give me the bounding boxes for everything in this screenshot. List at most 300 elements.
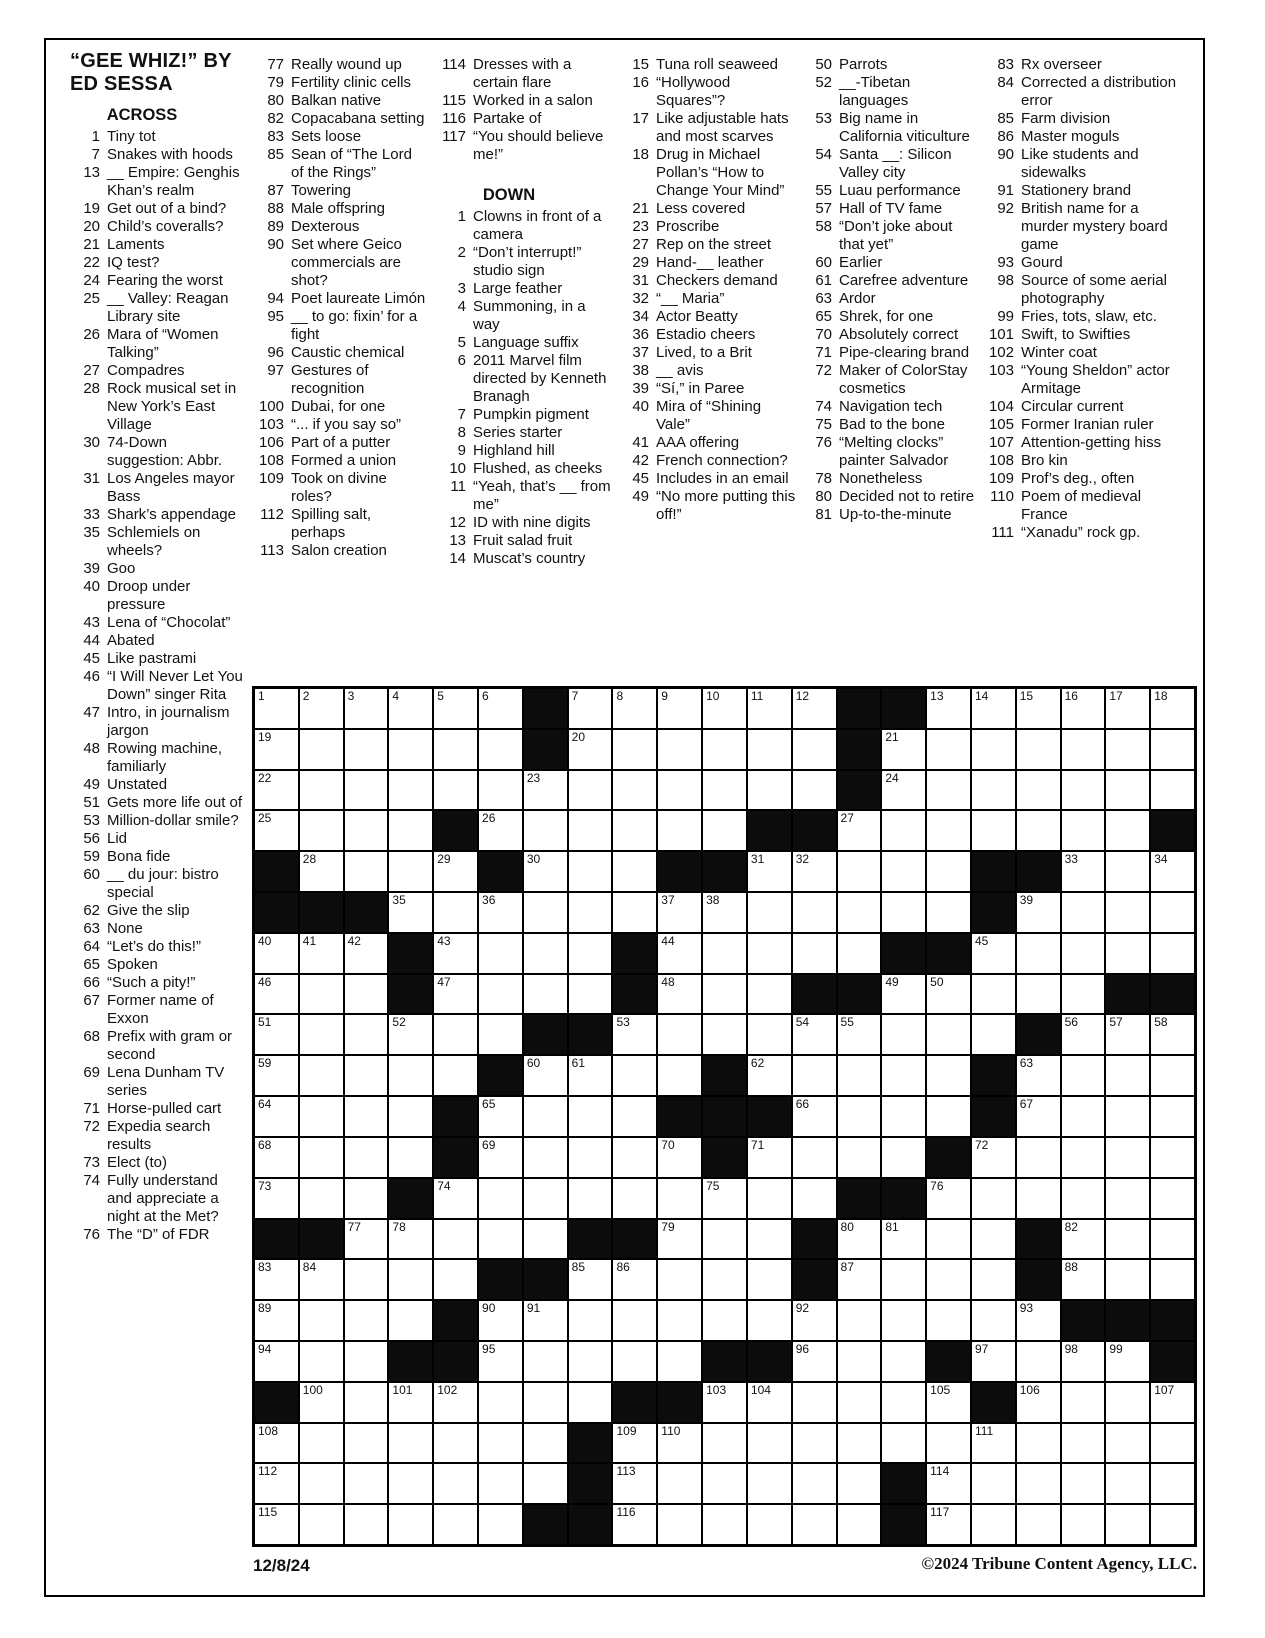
- grid-cell[interactable]: [748, 771, 791, 810]
- grid-cell[interactable]: [1017, 1056, 1060, 1095]
- grid-cell[interactable]: [658, 811, 701, 850]
- grid-cell[interactable]: [658, 975, 701, 1014]
- grid-cell[interactable]: [658, 1138, 701, 1177]
- grid-cell[interactable]: [434, 1383, 477, 1422]
- grid-cell[interactable]: [255, 1138, 298, 1177]
- grid-cell[interactable]: [972, 1424, 1015, 1463]
- grid-cell[interactable]: [793, 1505, 836, 1544]
- grid-cell[interactable]: [703, 975, 746, 1014]
- grid-cell[interactable]: [793, 1097, 836, 1136]
- grid-cell[interactable]: [703, 1015, 746, 1054]
- grid-cell[interactable]: [1151, 689, 1194, 728]
- grid-cell[interactable]: [1151, 1464, 1194, 1503]
- grid-cell[interactable]: [479, 1342, 522, 1381]
- grid-cell[interactable]: [300, 1097, 343, 1136]
- grid-cell[interactable]: [613, 771, 656, 810]
- grid-cell[interactable]: [793, 1383, 836, 1422]
- grid-cell[interactable]: [1106, 1179, 1149, 1218]
- grid-cell[interactable]: [255, 730, 298, 769]
- grid-cell[interactable]: [748, 1056, 791, 1095]
- grid-cell[interactable]: [1151, 1424, 1194, 1463]
- grid-cell[interactable]: [1151, 730, 1194, 769]
- grid-cell[interactable]: [1062, 1015, 1105, 1054]
- grid-cell[interactable]: [300, 975, 343, 1014]
- grid-cell[interactable]: [1017, 1097, 1060, 1136]
- grid-cell[interactable]: [479, 689, 522, 728]
- grid-cell[interactable]: [389, 1015, 432, 1054]
- grid-cell[interactable]: [434, 1015, 477, 1054]
- grid-cell[interactable]: [345, 1464, 388, 1503]
- grid-cell[interactable]: [434, 975, 477, 1014]
- grid-cell[interactable]: [524, 1383, 567, 1422]
- grid-cell[interactable]: [972, 1138, 1015, 1177]
- grid-cell[interactable]: [658, 1505, 701, 1544]
- grid-cell[interactable]: [300, 1138, 343, 1177]
- grid-cell[interactable]: [838, 893, 881, 932]
- grid-cell[interactable]: [1062, 1220, 1105, 1259]
- grid-cell[interactable]: [793, 1138, 836, 1177]
- grid-cell[interactable]: [479, 1097, 522, 1136]
- grid-cell[interactable]: [972, 1464, 1015, 1503]
- grid-cell[interactable]: [1017, 771, 1060, 810]
- grid-cell[interactable]: [613, 1138, 656, 1177]
- grid-cell[interactable]: [389, 689, 432, 728]
- grid-cell[interactable]: [345, 1260, 388, 1299]
- grid-cell[interactable]: [1062, 1097, 1105, 1136]
- grid-cell[interactable]: [434, 771, 477, 810]
- grid-cell[interactable]: [1106, 1056, 1149, 1095]
- grid-cell[interactable]: [434, 1220, 477, 1259]
- grid-cell[interactable]: [345, 1383, 388, 1422]
- grid-cell[interactable]: [434, 730, 477, 769]
- grid-cell[interactable]: [927, 1505, 970, 1544]
- grid-cell[interactable]: [389, 811, 432, 850]
- grid-cell[interactable]: [748, 1301, 791, 1340]
- grid-cell[interactable]: [927, 771, 970, 810]
- grid-cell[interactable]: [1017, 1179, 1060, 1218]
- grid-cell[interactable]: [793, 893, 836, 932]
- grid-cell[interactable]: [255, 771, 298, 810]
- grid-cell[interactable]: [479, 1383, 522, 1422]
- grid-cell[interactable]: [479, 1424, 522, 1463]
- grid-cell[interactable]: [479, 1505, 522, 1544]
- grid-cell[interactable]: [255, 1342, 298, 1381]
- grid-cell[interactable]: [479, 1179, 522, 1218]
- grid-cell[interactable]: [658, 893, 701, 932]
- grid-cell[interactable]: [1106, 1097, 1149, 1136]
- grid-cell[interactable]: [1017, 730, 1060, 769]
- grid-cell[interactable]: [524, 1138, 567, 1177]
- grid-cell[interactable]: [1017, 893, 1060, 932]
- grid-cell[interactable]: [838, 1342, 881, 1381]
- grid-cell[interactable]: [255, 1505, 298, 1544]
- grid-cell[interactable]: [255, 811, 298, 850]
- grid-cell[interactable]: [434, 1464, 477, 1503]
- grid-cell[interactable]: [255, 1015, 298, 1054]
- grid-cell[interactable]: [1062, 934, 1105, 973]
- grid-cell[interactable]: [838, 1015, 881, 1054]
- grid-cell[interactable]: [613, 1056, 656, 1095]
- grid-cell[interactable]: [345, 1097, 388, 1136]
- grid-cell[interactable]: [255, 934, 298, 973]
- grid-cell[interactable]: [703, 811, 746, 850]
- grid-cell[interactable]: [569, 934, 612, 973]
- grid-cell[interactable]: [1062, 1464, 1105, 1503]
- grid-cell[interactable]: [658, 934, 701, 973]
- grid-cell[interactable]: [927, 811, 970, 850]
- grid-cell[interactable]: [882, 1015, 925, 1054]
- grid-cell[interactable]: [927, 1464, 970, 1503]
- grid-cell[interactable]: [1151, 1220, 1194, 1259]
- grid-cell[interactable]: [569, 811, 612, 850]
- grid-cell[interactable]: [1106, 1138, 1149, 1177]
- grid-cell[interactable]: [882, 811, 925, 850]
- grid-cell[interactable]: [1017, 975, 1060, 1014]
- grid-cell[interactable]: [479, 1138, 522, 1177]
- grid-cell[interactable]: [793, 934, 836, 973]
- grid-cell[interactable]: [882, 975, 925, 1014]
- grid-cell[interactable]: [255, 1097, 298, 1136]
- grid-cell[interactable]: [1017, 1342, 1060, 1381]
- grid-cell[interactable]: [300, 1464, 343, 1503]
- grid-cell[interactable]: [1106, 893, 1149, 932]
- grid-cell[interactable]: [524, 771, 567, 810]
- grid-cell[interactable]: [927, 1424, 970, 1463]
- grid-cell[interactable]: [524, 975, 567, 1014]
- grid-cell[interactable]: [569, 1260, 612, 1299]
- grid-cell[interactable]: [658, 1220, 701, 1259]
- grid-cell[interactable]: [1017, 934, 1060, 973]
- grid-cell[interactable]: [703, 1424, 746, 1463]
- grid-cell[interactable]: [927, 1056, 970, 1095]
- grid-cell[interactable]: [838, 1464, 881, 1503]
- grid-cell[interactable]: [927, 1097, 970, 1136]
- grid-cell[interactable]: [1151, 934, 1194, 973]
- grid-cell[interactable]: [748, 975, 791, 1014]
- grid-cell[interactable]: [345, 771, 388, 810]
- grid-cell[interactable]: [1062, 1424, 1105, 1463]
- grid-cell[interactable]: [1151, 1383, 1194, 1422]
- grid-cell[interactable]: [927, 1015, 970, 1054]
- grid-cell[interactable]: [389, 1464, 432, 1503]
- grid-cell[interactable]: [927, 1179, 970, 1218]
- grid-cell[interactable]: [255, 689, 298, 728]
- grid-cell[interactable]: [345, 811, 388, 850]
- grid-cell[interactable]: [613, 1179, 656, 1218]
- grid-cell[interactable]: [703, 730, 746, 769]
- grid-cell[interactable]: [255, 1424, 298, 1463]
- grid-cell[interactable]: [658, 1260, 701, 1299]
- grid-cell[interactable]: [569, 1138, 612, 1177]
- grid-cell[interactable]: [434, 934, 477, 973]
- grid-cell[interactable]: [703, 689, 746, 728]
- grid-cell[interactable]: [793, 1301, 836, 1340]
- grid-cell[interactable]: [658, 1056, 701, 1095]
- grid-cell[interactable]: [613, 1424, 656, 1463]
- grid-cell[interactable]: [748, 1464, 791, 1503]
- grid-cell[interactable]: [1106, 689, 1149, 728]
- grid-cell[interactable]: [1062, 852, 1105, 891]
- grid-cell[interactable]: [927, 1260, 970, 1299]
- grid-cell[interactable]: [300, 1342, 343, 1381]
- grid-cell[interactable]: [479, 934, 522, 973]
- grid-cell[interactable]: [524, 1464, 567, 1503]
- grid-cell[interactable]: [838, 1056, 881, 1095]
- grid-cell[interactable]: [972, 771, 1015, 810]
- grid-cell[interactable]: [300, 1015, 343, 1054]
- grid-cell[interactable]: [434, 1179, 477, 1218]
- grid-cell[interactable]: [1106, 730, 1149, 769]
- grid-cell[interactable]: [927, 1383, 970, 1422]
- grid-cell[interactable]: [838, 811, 881, 850]
- grid-cell[interactable]: [748, 689, 791, 728]
- grid-cell[interactable]: [882, 1260, 925, 1299]
- grid-cell[interactable]: [703, 1301, 746, 1340]
- grid-cell[interactable]: [1151, 1056, 1194, 1095]
- grid-cell[interactable]: [569, 689, 612, 728]
- grid-cell[interactable]: [345, 1138, 388, 1177]
- grid-cell[interactable]: [1062, 1342, 1105, 1381]
- grid-cell[interactable]: [479, 1015, 522, 1054]
- grid-cell[interactable]: [882, 1383, 925, 1422]
- grid-cell[interactable]: [882, 1301, 925, 1340]
- grid-cell[interactable]: [613, 1260, 656, 1299]
- grid-cell[interactable]: [524, 1424, 567, 1463]
- grid-cell[interactable]: [748, 1179, 791, 1218]
- grid-cell[interactable]: [793, 730, 836, 769]
- grid-cell[interactable]: [1151, 852, 1194, 891]
- grid-cell[interactable]: [658, 1015, 701, 1054]
- grid-cell[interactable]: [1151, 1097, 1194, 1136]
- grid-cell[interactable]: [1062, 1179, 1105, 1218]
- grid-cell[interactable]: [389, 1220, 432, 1259]
- grid-cell[interactable]: [658, 1179, 701, 1218]
- grid-cell[interactable]: [255, 1179, 298, 1218]
- grid-cell[interactable]: [569, 730, 612, 769]
- grid-cell[interactable]: [345, 730, 388, 769]
- grid-cell[interactable]: [1106, 1464, 1149, 1503]
- grid-cell[interactable]: [927, 1301, 970, 1340]
- grid-cell[interactable]: [748, 1260, 791, 1299]
- grid-cell[interactable]: [613, 1342, 656, 1381]
- grid-cell[interactable]: [345, 852, 388, 891]
- grid-cell[interactable]: [658, 730, 701, 769]
- grid-cell[interactable]: [524, 1342, 567, 1381]
- grid-cell[interactable]: [613, 1464, 656, 1503]
- grid-cell[interactable]: [255, 975, 298, 1014]
- grid-cell[interactable]: [1062, 1505, 1105, 1544]
- grid-cell[interactable]: [434, 1505, 477, 1544]
- grid-cell[interactable]: [1062, 730, 1105, 769]
- grid-cell[interactable]: [748, 1383, 791, 1422]
- grid-cell[interactable]: [345, 1220, 388, 1259]
- grid-cell[interactable]: [479, 1220, 522, 1259]
- grid-cell[interactable]: [479, 811, 522, 850]
- grid-cell[interactable]: [882, 1138, 925, 1177]
- grid-cell[interactable]: [524, 893, 567, 932]
- grid-cell[interactable]: [389, 852, 432, 891]
- grid-cell[interactable]: [300, 1260, 343, 1299]
- grid-cell[interactable]: [748, 1424, 791, 1463]
- grid-cell[interactable]: [838, 1260, 881, 1299]
- grid-cell[interactable]: [1017, 1464, 1060, 1503]
- grid-cell[interactable]: [972, 1260, 1015, 1299]
- grid-cell[interactable]: [703, 1179, 746, 1218]
- grid-cell[interactable]: [300, 1179, 343, 1218]
- grid-cell[interactable]: [658, 689, 701, 728]
- grid-cell[interactable]: [703, 893, 746, 932]
- grid-cell[interactable]: [300, 730, 343, 769]
- grid-cell[interactable]: [389, 1424, 432, 1463]
- grid-cell[interactable]: [882, 893, 925, 932]
- grid-cell[interactable]: [479, 1464, 522, 1503]
- grid-cell[interactable]: [255, 1464, 298, 1503]
- grid-cell[interactable]: [479, 893, 522, 932]
- grid-cell[interactable]: [434, 1260, 477, 1299]
- grid-cell[interactable]: [569, 1179, 612, 1218]
- grid-cell[interactable]: [1017, 811, 1060, 850]
- grid-cell[interactable]: [389, 730, 432, 769]
- grid-cell[interactable]: [748, 1015, 791, 1054]
- grid-cell[interactable]: [569, 975, 612, 1014]
- grid-cell[interactable]: [703, 1505, 746, 1544]
- grid-cell[interactable]: [1017, 1505, 1060, 1544]
- grid-cell[interactable]: [1062, 689, 1105, 728]
- grid-cell[interactable]: [613, 1097, 656, 1136]
- grid-cell[interactable]: [300, 1056, 343, 1095]
- grid-cell[interactable]: [748, 893, 791, 932]
- grid-cell[interactable]: [389, 1505, 432, 1544]
- grid-cell[interactable]: [434, 1424, 477, 1463]
- grid-cell[interactable]: [569, 1301, 612, 1340]
- grid-cell[interactable]: [972, 811, 1015, 850]
- grid-cell[interactable]: [524, 1301, 567, 1340]
- grid-cell[interactable]: [524, 934, 567, 973]
- grid-cell[interactable]: [569, 1056, 612, 1095]
- grid-cell[interactable]: [882, 730, 925, 769]
- grid-cell[interactable]: [569, 1097, 612, 1136]
- grid-cell[interactable]: [793, 1464, 836, 1503]
- grid-cell[interactable]: [345, 1015, 388, 1054]
- grid-cell[interactable]: [1062, 1260, 1105, 1299]
- grid-cell[interactable]: [613, 730, 656, 769]
- grid-cell[interactable]: [613, 689, 656, 728]
- grid-cell[interactable]: [389, 771, 432, 810]
- grid-cell[interactable]: [658, 1342, 701, 1381]
- grid-cell[interactable]: [838, 934, 881, 973]
- grid-cell[interactable]: [838, 1220, 881, 1259]
- grid-cell[interactable]: [703, 1464, 746, 1503]
- grid-cell[interactable]: [927, 975, 970, 1014]
- grid-cell[interactable]: [389, 1138, 432, 1177]
- grid-cell[interactable]: [255, 1301, 298, 1340]
- grid-cell[interactable]: [345, 1342, 388, 1381]
- grid-cell[interactable]: [300, 1505, 343, 1544]
- grid-cell[interactable]: [1106, 1260, 1149, 1299]
- grid-cell[interactable]: [300, 934, 343, 973]
- grid-cell[interactable]: [479, 771, 522, 810]
- grid-cell[interactable]: [882, 1056, 925, 1095]
- grid-cell[interactable]: [569, 852, 612, 891]
- grid-cell[interactable]: [838, 1301, 881, 1340]
- grid-cell[interactable]: [882, 852, 925, 891]
- grid-cell[interactable]: [300, 689, 343, 728]
- grid-cell[interactable]: [793, 689, 836, 728]
- grid-cell[interactable]: [793, 1056, 836, 1095]
- grid-cell[interactable]: [748, 730, 791, 769]
- grid-cell[interactable]: [524, 1179, 567, 1218]
- grid-cell[interactable]: [972, 689, 1015, 728]
- grid-cell[interactable]: [479, 730, 522, 769]
- grid-cell[interactable]: [703, 1260, 746, 1299]
- grid-cell[interactable]: [345, 1056, 388, 1095]
- grid-cell[interactable]: [434, 852, 477, 891]
- grid-cell[interactable]: [1151, 1505, 1194, 1544]
- grid-cell[interactable]: [882, 1220, 925, 1259]
- grid-cell[interactable]: [748, 852, 791, 891]
- grid-cell[interactable]: [658, 1301, 701, 1340]
- grid-cell[interactable]: [972, 1179, 1015, 1218]
- grid-cell[interactable]: [1062, 975, 1105, 1014]
- grid-cell[interactable]: [1106, 1015, 1149, 1054]
- grid-cell[interactable]: [1106, 1505, 1149, 1544]
- grid-cell[interactable]: [255, 1260, 298, 1299]
- grid-cell[interactable]: [748, 1505, 791, 1544]
- grid-cell[interactable]: [1106, 811, 1149, 850]
- grid-cell[interactable]: [524, 852, 567, 891]
- grid-cell[interactable]: [793, 771, 836, 810]
- grid-cell[interactable]: [972, 934, 1015, 973]
- grid-cell[interactable]: [972, 1220, 1015, 1259]
- grid-cell[interactable]: [345, 1301, 388, 1340]
- grid-cell[interactable]: [1062, 1138, 1105, 1177]
- grid-cell[interactable]: [838, 852, 881, 891]
- grid-cell[interactable]: [927, 689, 970, 728]
- grid-cell[interactable]: [1017, 1138, 1060, 1177]
- grid-cell[interactable]: [524, 1056, 567, 1095]
- grid-cell[interactable]: [927, 893, 970, 932]
- grid-cell[interactable]: [1151, 893, 1194, 932]
- grid-cell[interactable]: [927, 730, 970, 769]
- grid-cell[interactable]: [613, 1505, 656, 1544]
- grid-cell[interactable]: [300, 771, 343, 810]
- grid-cell[interactable]: [389, 1056, 432, 1095]
- grid-cell[interactable]: [838, 1383, 881, 1422]
- grid-cell[interactable]: [703, 771, 746, 810]
- grid-cell[interactable]: [613, 852, 656, 891]
- grid-cell[interactable]: [569, 893, 612, 932]
- grid-cell[interactable]: [569, 771, 612, 810]
- grid-cell[interactable]: [345, 1179, 388, 1218]
- grid-cell[interactable]: [524, 811, 567, 850]
- grid-cell[interactable]: [793, 1424, 836, 1463]
- grid-cell[interactable]: [882, 1342, 925, 1381]
- grid-cell[interactable]: [1151, 1138, 1194, 1177]
- grid-cell[interactable]: [972, 1342, 1015, 1381]
- grid-cell[interactable]: [1106, 1342, 1149, 1381]
- grid-cell[interactable]: [1151, 1260, 1194, 1299]
- grid-cell[interactable]: [1017, 1301, 1060, 1340]
- grid-cell[interactable]: [703, 1383, 746, 1422]
- grid-cell[interactable]: [658, 1464, 701, 1503]
- grid-cell[interactable]: [569, 1342, 612, 1381]
- grid-cell[interactable]: [613, 893, 656, 932]
- grid-cell[interactable]: [793, 1179, 836, 1218]
- grid-cell[interactable]: [300, 1383, 343, 1422]
- grid-cell[interactable]: [389, 893, 432, 932]
- grid-cell[interactable]: [434, 893, 477, 932]
- grid-cell[interactable]: [613, 811, 656, 850]
